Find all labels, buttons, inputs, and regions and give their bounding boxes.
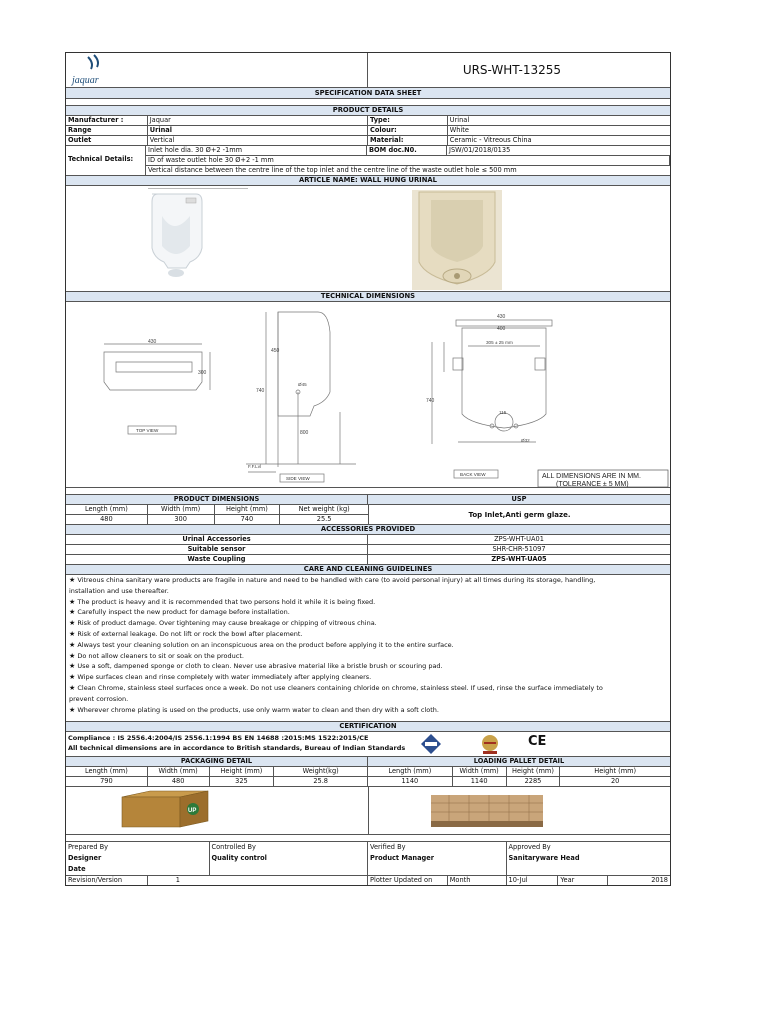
pk-weight: 25.8 <box>274 777 368 786</box>
care-item: ★ Wherever chrome plating is used on the products, use only warm water to clean and then dry with a soft cloth. <box>69 705 439 714</box>
back-photo <box>369 186 672 291</box>
care-item: ★ Clean Chrome, stainless steel surfaces once a week. Do not use cleaners containing chloride on chrome, stainless steel. If used, rinse the surface immediately to <box>69 683 603 692</box>
dim-back-115: 115 <box>499 410 507 415</box>
packaging-pallet-headers <box>66 767 670 777</box>
dim-back-430: 430 <box>497 314 506 320</box>
manufacturer-label: Manufacturer : <box>66 116 148 125</box>
accessory-code: ZPS-WHT-UA05 <box>491 555 547 563</box>
pl-length: 1140 <box>368 777 453 786</box>
product-dimension-headers <box>66 505 368 515</box>
care-item: ★ Wipe surfaces clean and rinse completely with water immediately after applying cleaners. <box>69 673 372 682</box>
dim-back-400: 400 <box>497 326 506 332</box>
urinal-back-image <box>369 186 672 292</box>
care-item: ★ Do not allow cleaners to sit or soak on the product. <box>69 651 244 660</box>
standards-text: All technical dimensions are in accordance to British standards, Bureau of Indian Standards <box>68 744 406 752</box>
product-details-heading: PRODUCT DETAILS <box>66 106 670 116</box>
revision-row <box>66 876 670 885</box>
pk-length: 790 <box>66 777 148 786</box>
prepared-label: Prepared By <box>68 843 109 851</box>
pl-height-2: 20 <box>610 777 620 785</box>
care-item: ★ The product is heavy and it is recommended that two persons hold it while it is being fixed. <box>69 597 376 606</box>
spacer <box>66 835 670 842</box>
pd-length: 480 <box>66 515 148 524</box>
jaquar-logo <box>68 53 128 87</box>
pk-width: 480 <box>148 777 210 786</box>
pd-header-height: Height (mm) <box>215 505 281 514</box>
material-value: Ceramic - Vitreous China <box>449 136 532 144</box>
packaging-images <box>66 787 670 835</box>
controlled-value: Quality control <box>211 854 267 862</box>
dimension-note: ALL DIMENSIONS ARE IN MM. <box>542 473 641 480</box>
tech-inlet: Inlet hole dia. 30 Ø+2 -1mm <box>146 146 367 155</box>
dim-side-45: Ø45 <box>298 382 307 387</box>
care-item-continued: installation and use thereafter. <box>69 586 169 595</box>
manufacturer-value: Jaquar <box>148 116 368 125</box>
technical-drawing <box>66 302 670 488</box>
ffl-label: F.F.Lvl <box>248 464 262 469</box>
plotter-label: Plotter Updated on <box>368 876 448 885</box>
pd-header-width: Width (mm) <box>148 505 215 514</box>
care-item: ★ Risk of product damage. Over tightening may cause breakage or chipping of vitreous china. <box>69 619 377 628</box>
spacer <box>66 99 670 106</box>
care-item: ★ Always test your cleaning solution on an inconspicuous area on the product before applying it to the entire surface. <box>69 640 454 649</box>
accessory-row <box>66 555 670 565</box>
care-heading: CARE AND CLEANING GUIDELINES <box>66 565 670 575</box>
verified-label: Verified By <box>370 843 406 851</box>
product-images <box>66 186 670 292</box>
verified-value: Product Manager <box>370 854 434 862</box>
outlet-label: Outlet <box>66 136 148 145</box>
pd-width: 300 <box>148 515 215 524</box>
carton-box-icon <box>66 787 369 835</box>
spacer <box>66 488 670 495</box>
details-row-3 <box>66 136 670 146</box>
dim-back-305: 305 ± 25 mm <box>486 340 513 345</box>
pd-weight: 25.5 <box>316 515 332 523</box>
pallet-stack-icon <box>369 787 672 835</box>
certification-heading: CERTIFICATION <box>66 722 670 732</box>
tech-distance: Vertical distance between the centre line of the top inlet and the centre line of the waste outlet hole ≤ 500 mm <box>148 166 517 174</box>
technical-values <box>146 146 670 175</box>
front-photo <box>66 186 369 291</box>
revision-value: 1 <box>148 876 368 885</box>
accessory-row <box>66 545 670 555</box>
details-row-2 <box>66 126 670 136</box>
top-view-label: TOP VIEW <box>136 428 159 433</box>
dim-side-800: 800 <box>300 430 309 436</box>
revision-label: Revision/Version <box>66 876 148 885</box>
type-value: Urinal <box>449 116 470 124</box>
pd-height: 740 <box>215 515 281 524</box>
year-value: 2018 <box>651 876 668 884</box>
care-item: ★ Vitreous china sanitary ware products are fragile in nature and need to be handled with care (to avoid personal injury) at all times during its storage, handling, <box>69 576 596 584</box>
pl-header-height: Height (mm) <box>507 767 561 776</box>
technical-dimensions-heading: TECHNICAL DIMENSIONS <box>66 292 670 302</box>
controlled-cell <box>210 842 368 875</box>
month-value: 10-Jul <box>507 876 559 885</box>
pk-header-weight: Weight(kg) <box>274 767 368 776</box>
pk-header-width: Width (mm) <box>148 767 210 776</box>
year-label: Year <box>558 876 608 885</box>
article-name: ARTICLE NAME: WALL HUNG URINAL <box>66 176 670 186</box>
pl-width: 1140 <box>453 777 507 786</box>
certification-body <box>66 732 670 757</box>
carton-image <box>66 787 369 834</box>
dim-back-740: 740 <box>426 398 435 404</box>
usp-heading: USP <box>368 495 670 504</box>
pd-header-length: Length (mm) <box>66 505 148 514</box>
range-value: Urinal <box>148 126 368 135</box>
dim-top-width: 430 <box>148 339 157 345</box>
accessory-name: Waste Coupling <box>66 555 368 564</box>
care-item: ★ Risk of external leakage. Do not lift or rock the bowl after placement. <box>69 629 303 638</box>
accessory-name: Suitable sensor <box>66 545 368 554</box>
type-label: Type: <box>368 116 448 125</box>
dim-back-32: Ø32 <box>521 438 530 443</box>
logo-area <box>66 53 368 87</box>
header-row <box>66 53 670 88</box>
prepared-value: Designer <box>68 854 102 862</box>
packaging-heading: PACKAGING DETAIL <box>66 757 368 766</box>
care-item: ★ Carefully inspect the new product for damage before installation. <box>69 608 290 617</box>
pl-header-width: Width (mm) <box>453 767 507 776</box>
accessory-row <box>66 535 670 545</box>
signoff-row <box>66 842 670 876</box>
material-label: Material: <box>368 136 448 145</box>
care-item-continued: prevent corrosion. <box>69 694 129 703</box>
pd-header-weight: Net weight (kg) <box>298 505 350 513</box>
pl-height: 2285 <box>507 777 561 786</box>
month-label: Month <box>448 876 507 885</box>
logo-text: jaquar <box>72 75 99 86</box>
pk-header-length: Length (mm) <box>66 767 148 776</box>
technical-label: Technical Details: <box>66 146 146 175</box>
pl-header-length: Length (mm) <box>368 767 453 776</box>
approved-value: Sanitaryware Head <box>508 854 580 862</box>
accessory-code: SHR-CHR-51097 <box>492 545 546 553</box>
pk-height: 325 <box>210 777 275 786</box>
prepared-cell <box>66 842 210 875</box>
product-code: URS-WHT-13255 <box>462 63 562 77</box>
colour-value: White <box>449 126 469 134</box>
dim-side-450: 450 <box>271 348 280 354</box>
dimension-drawing <box>66 302 670 487</box>
sirim-mark-icon <box>478 733 502 755</box>
pallet-image <box>369 787 672 834</box>
tech-outlet: ID of waste outlet hole 30 Ø+2 -1 mm <box>146 156 670 166</box>
bom-value: JSW/01/2018/0135 <box>449 146 511 154</box>
pallet-heading: LOADING PALLET DETAIL <box>368 757 670 766</box>
outlet-value: Vertical <box>148 136 368 145</box>
back-view-label: BACK VIEW <box>460 472 486 477</box>
packaging-pallet-heading <box>66 757 670 767</box>
ce-mark-icon: CE <box>528 734 547 749</box>
product-dimensions-heading: PRODUCT DIMENSIONS <box>66 495 368 504</box>
isi-mark-icon <box>420 733 442 755</box>
care-item: ★ Use a soft, dampened sponge or cloth to clean. Never use abrasive material like a bristle brush or scouring pad. <box>69 662 443 671</box>
side-view-label: SIDE VIEW <box>286 476 310 481</box>
controlled-label: Controlled By <box>211 843 256 851</box>
care-guidelines <box>66 575 670 722</box>
pk-header-height: Height (mm) <box>210 767 275 776</box>
bom-label: BOM doc.N0. <box>367 146 447 155</box>
dimensions-usp-heading <box>66 495 670 505</box>
approved-cell <box>507 842 670 875</box>
dimensions-usp-body <box>66 505 670 525</box>
packaging-pallet-values <box>66 777 670 787</box>
box-up-label: UP <box>188 808 197 814</box>
pl-header-height-2: Height (mm) <box>594 767 637 775</box>
spec-sheet <box>65 52 671 886</box>
product-dimension-values <box>66 515 368 524</box>
urinal-front-image <box>66 186 369 292</box>
accessory-code: ZPS-WHT-UA01 <box>494 535 544 543</box>
usp-text: Top Inlet,Anti germ glaze. <box>468 511 571 519</box>
tolerance-note: (TOLERANCE ± 5 MM) <box>556 481 629 487</box>
dim-side-height: 740 <box>256 388 265 394</box>
colour-label: Colour: <box>368 126 448 135</box>
approved-label: Approved By <box>508 843 551 851</box>
date-label: Date <box>68 865 86 873</box>
accessory-name: Urinal Accessories <box>66 535 368 544</box>
range-label: Range <box>66 126 148 135</box>
sheet-title: SPECIFICATION DATA SHEET <box>66 88 670 99</box>
dim-top-depth: 300 <box>198 370 207 376</box>
verified-cell <box>368 842 507 875</box>
details-technical <box>66 146 670 176</box>
accessories-heading: ACCESSORIES PROVIDED <box>66 525 670 535</box>
compliance-text: Compliance : IS 2556.4:2004/IS 2556.1:1994 BS EN 14688 :2015:MS 1522:2015/CE <box>68 734 369 742</box>
details-row-1 <box>66 116 670 126</box>
